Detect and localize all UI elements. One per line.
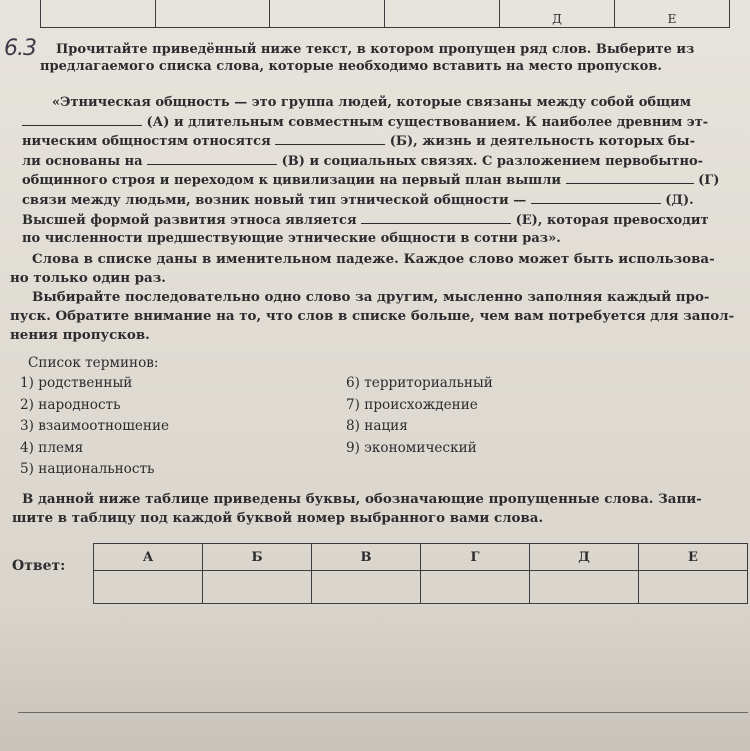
- answer-header-e: Е: [638, 544, 747, 571]
- answer-cell-g[interactable]: [421, 571, 530, 604]
- answer-header-v: В: [312, 544, 421, 571]
- passage-line-6: [22, 191, 719, 211]
- passage-line-6-tail: (Д).: [665, 192, 694, 208]
- passage-line-2: [22, 113, 719, 133]
- word-list-instructions: [10, 250, 734, 345]
- passage-line-6-text: связи между людьми, возник новый тип этнической общности —: [22, 192, 527, 208]
- previous-answer-table: [40, 0, 730, 28]
- answer-header-b: Б: [203, 544, 312, 571]
- passage-line-5-tail: (Г): [698, 173, 720, 189]
- passage-line-7-tail: (Е), которая превосходит: [515, 212, 709, 228]
- passage-line-2-text: (А) и длительным совместным существованием. К наиболее древним эт-: [146, 114, 709, 130]
- passage-line-3-tail: (Б), жизнь и деятельность которых бы-: [389, 134, 695, 150]
- term-8: 8) нация: [346, 418, 408, 434]
- task-instruction-line-1: Прочитайте приведённый ниже текст, в котором пропущен ряд слов. Выберите из: [56, 42, 695, 57]
- terms-column-1: [20, 373, 169, 481]
- term-1: 1) родственный: [20, 375, 133, 391]
- instructions-line-2: но только один раз.: [10, 270, 166, 286]
- terms-list-title: Список терминов:: [28, 355, 159, 371]
- term-3: 3) взаимоотношение: [20, 418, 170, 434]
- answer-header-a: А: [94, 544, 203, 571]
- passage-line-4-text: ли основаны на: [22, 153, 143, 169]
- passage-line-3-text: ническим общностям относятся: [22, 134, 271, 150]
- prev-cell-1: [41, 0, 156, 28]
- page-shadow: [0, 600, 750, 751]
- answer-header-g: Г: [421, 544, 530, 571]
- answer-cell-d[interactable]: [529, 571, 638, 604]
- blank-d: [531, 191, 661, 204]
- passage-line-5-text: общинного строя и переходом к цивилизации на первый план вышли: [22, 173, 562, 189]
- prev-cell-e: Е: [614, 0, 729, 28]
- instructions-line-4: пуск. Обратите внимание на то, что слов в списке больше, чем вам потребуется для запол-: [10, 308, 735, 324]
- term-4: 4) племя: [20, 439, 84, 456]
- prev-cell-d: Д: [499, 0, 614, 28]
- blank-a: [22, 113, 142, 126]
- handwritten-task-number: 6.3: [4, 36, 36, 61]
- passage-line-8: по численности предшествующие этнические общности в сотни раз».: [22, 231, 561, 247]
- passage-line-4-tail: (В) и социальных связях. С разложением первобытно-: [281, 153, 704, 169]
- passage-line-5: [22, 171, 719, 191]
- prev-cell-3: [270, 0, 385, 28]
- answer-cell-a[interactable]: [94, 571, 203, 604]
- answer-cell-v[interactable]: [312, 571, 421, 604]
- answer-instructions-line-2: шите в таблицу под каждой буквой номер выбранного вами слова.: [12, 510, 544, 526]
- answer-header-d: Д: [529, 544, 638, 571]
- prev-cell-2: [155, 0, 270, 28]
- instructions-line-3: Выбирайте последовательно одно слово за другим, мысленно заполняя каждый про-: [32, 289, 710, 305]
- answer-instructions-line-1: В данной ниже таблице приведены буквы, обозначающие пропущенные слова. Запи-: [22, 491, 702, 507]
- answer-instructions: [12, 490, 702, 528]
- term-7: 7) происхождение: [346, 396, 478, 413]
- blank-g: [566, 171, 694, 184]
- passage-line-1: «Этническая общность — это группа людей, которые связаны между собой общим: [52, 95, 692, 110]
- term-5: 5) национальность: [20, 461, 155, 477]
- answer-table: [93, 543, 748, 604]
- blank-b: [275, 132, 385, 145]
- instructions-line-1: Слова в списке даны в именительном падеже. Каждое слово может быть использова-: [32, 251, 715, 267]
- terms-column-2: [346, 373, 493, 459]
- instructions-line-5: нения пропусков.: [10, 327, 150, 343]
- passage-text: [22, 94, 719, 249]
- answer-cell-e[interactable]: [638, 571, 747, 604]
- passage-line-7: [22, 211, 719, 231]
- term-2: 2) народность: [20, 396, 121, 413]
- answer-cell-b[interactable]: [203, 571, 312, 604]
- task-instruction-line-2: предлагаемого списка слова, которые необходимо вставить на место пропусков.: [40, 59, 662, 74]
- answer-label: Ответ:: [12, 558, 66, 574]
- passage-line-4: [22, 152, 719, 172]
- passage-line-3: [22, 132, 719, 152]
- term-6: 6) территориальный: [346, 375, 493, 391]
- blank-v: [147, 152, 277, 165]
- passage-line-7-text: Высшей формой развития этноса является: [22, 212, 357, 228]
- term-9: 9) экономический: [346, 439, 477, 456]
- blank-e: [361, 211, 511, 224]
- prev-cell-4: [385, 0, 500, 28]
